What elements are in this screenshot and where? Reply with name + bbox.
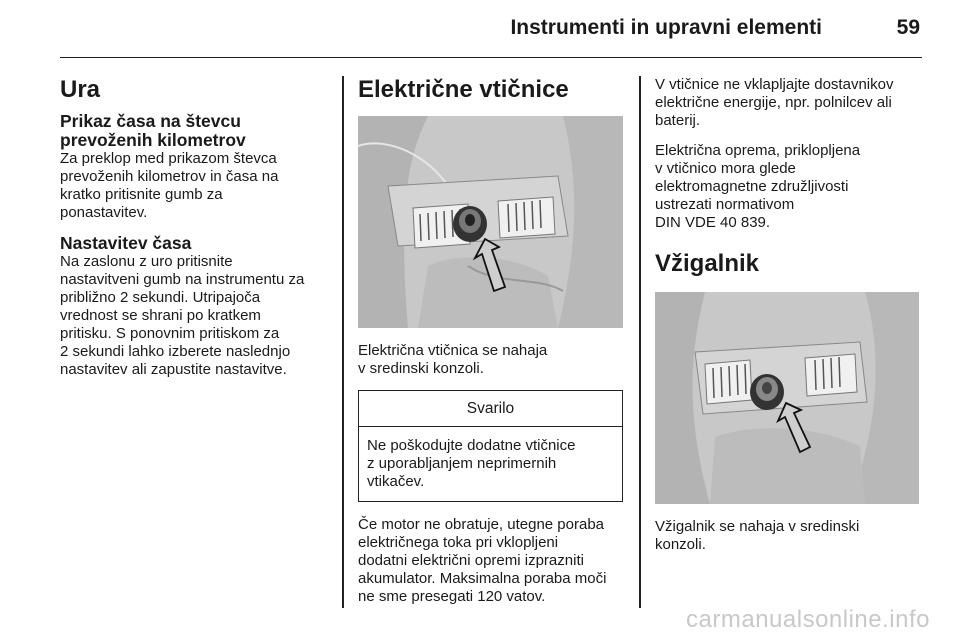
page-number: 59 <box>896 16 920 39</box>
warning-text <box>359 427 622 501</box>
lighter-drawing <box>655 292 919 504</box>
text-line: z uporabljanjem neprimernih <box>367 455 557 472</box>
section-heading-vticnice: Električne vtičnice <box>358 76 569 103</box>
text-line: v sredinski konzoli. <box>358 360 484 377</box>
right-column <box>655 76 923 554</box>
paragraph-poraba <box>358 516 623 606</box>
text-line: prevoženih kilometrov in časa na <box>60 168 279 185</box>
text-line: ne sme presegati 120 vatov. <box>358 588 546 605</box>
paragraph-prikaz-casa <box>60 150 330 222</box>
text-line: vtikačev. <box>367 473 425 490</box>
warning-box <box>358 390 623 502</box>
text-line: kratko pritisnite gumb za <box>60 186 223 203</box>
watermark: carmanualsonline.info <box>686 606 930 633</box>
subheading-prikaz-casa <box>60 112 330 150</box>
text-line: približno 2 sekundi. Utripajoča <box>60 289 261 306</box>
text-line: Ne poškodujte dodatne vtičnice <box>367 437 576 454</box>
paragraph-dostavniki <box>655 76 923 130</box>
text-line: ustrezati normativom <box>655 196 795 213</box>
text-line: akumulator. Maksimalna poraba moči <box>358 570 607 587</box>
socket-caption <box>358 342 623 378</box>
text-line: 2 sekundi lahko izberete naslednjo <box>60 343 291 360</box>
text-line: V vtičnice ne vklapljajte dostavnikov <box>655 76 894 93</box>
column-divider-2 <box>639 76 641 608</box>
subheading-line: Prikaz časa na števcu <box>60 111 241 131</box>
paragraph-elektricna-oprema <box>655 142 923 232</box>
middle-column <box>358 76 623 606</box>
paragraph-nastavitev-casa <box>60 253 330 379</box>
text-line: DIN VDE 40 839. <box>655 214 771 231</box>
text-line: nastavitveni gumb na instrumentu za <box>60 271 305 288</box>
text-line: elektromagnetne združljivosti <box>655 178 849 195</box>
text-line: dodatni električni opremi izprazniti <box>358 552 584 569</box>
text-line: Električna oprema, priklopljena <box>655 142 861 159</box>
subheading-line: prevoženih kilometrov <box>60 130 246 150</box>
text-line: Na zaslonu z uro pritisnite <box>60 253 233 270</box>
text-line: nastavitev ali zapustite nastavitve. <box>60 361 287 378</box>
text-line: konzoli. <box>655 536 706 553</box>
text-line: Električna vtičnica se nahaja <box>358 342 548 359</box>
section-heading-ura: Ura <box>60 76 101 103</box>
text-line: vrednost se shrani po kratkem <box>60 307 261 324</box>
page-header <box>60 0 922 58</box>
lighter-caption <box>655 518 923 554</box>
text-line: baterij. <box>655 112 701 129</box>
text-line: električne energije, npr. polnilcev ali <box>655 94 892 111</box>
socket-illustration <box>358 116 623 328</box>
text-line: Vžigalnik se nahaja v sredinski <box>655 518 860 535</box>
header-title: Instrumenti in upravni elementi <box>510 16 822 39</box>
text-line: Če motor ne obratuje, utegne poraba <box>358 516 604 533</box>
text-line: pritisku. S ponovnim pritiskom za <box>60 325 280 342</box>
socket-drawing <box>358 116 623 328</box>
text-line: električnega toka pri vklopljeni <box>358 534 559 551</box>
section-heading-vzigalnik: Vžigalnik <box>655 250 760 277</box>
text-line: v vtičnico mora glede <box>655 160 796 177</box>
warning-title: Svarilo <box>359 391 622 427</box>
text-line: ponastavitev. <box>60 204 148 221</box>
text-line: Za preklop med prikazom števca <box>60 150 277 167</box>
left-column <box>60 76 330 379</box>
lighter-illustration <box>655 292 919 504</box>
subheading-nastavitev-casa: Nastavitev časa <box>60 233 192 253</box>
column-divider-1 <box>342 76 344 608</box>
